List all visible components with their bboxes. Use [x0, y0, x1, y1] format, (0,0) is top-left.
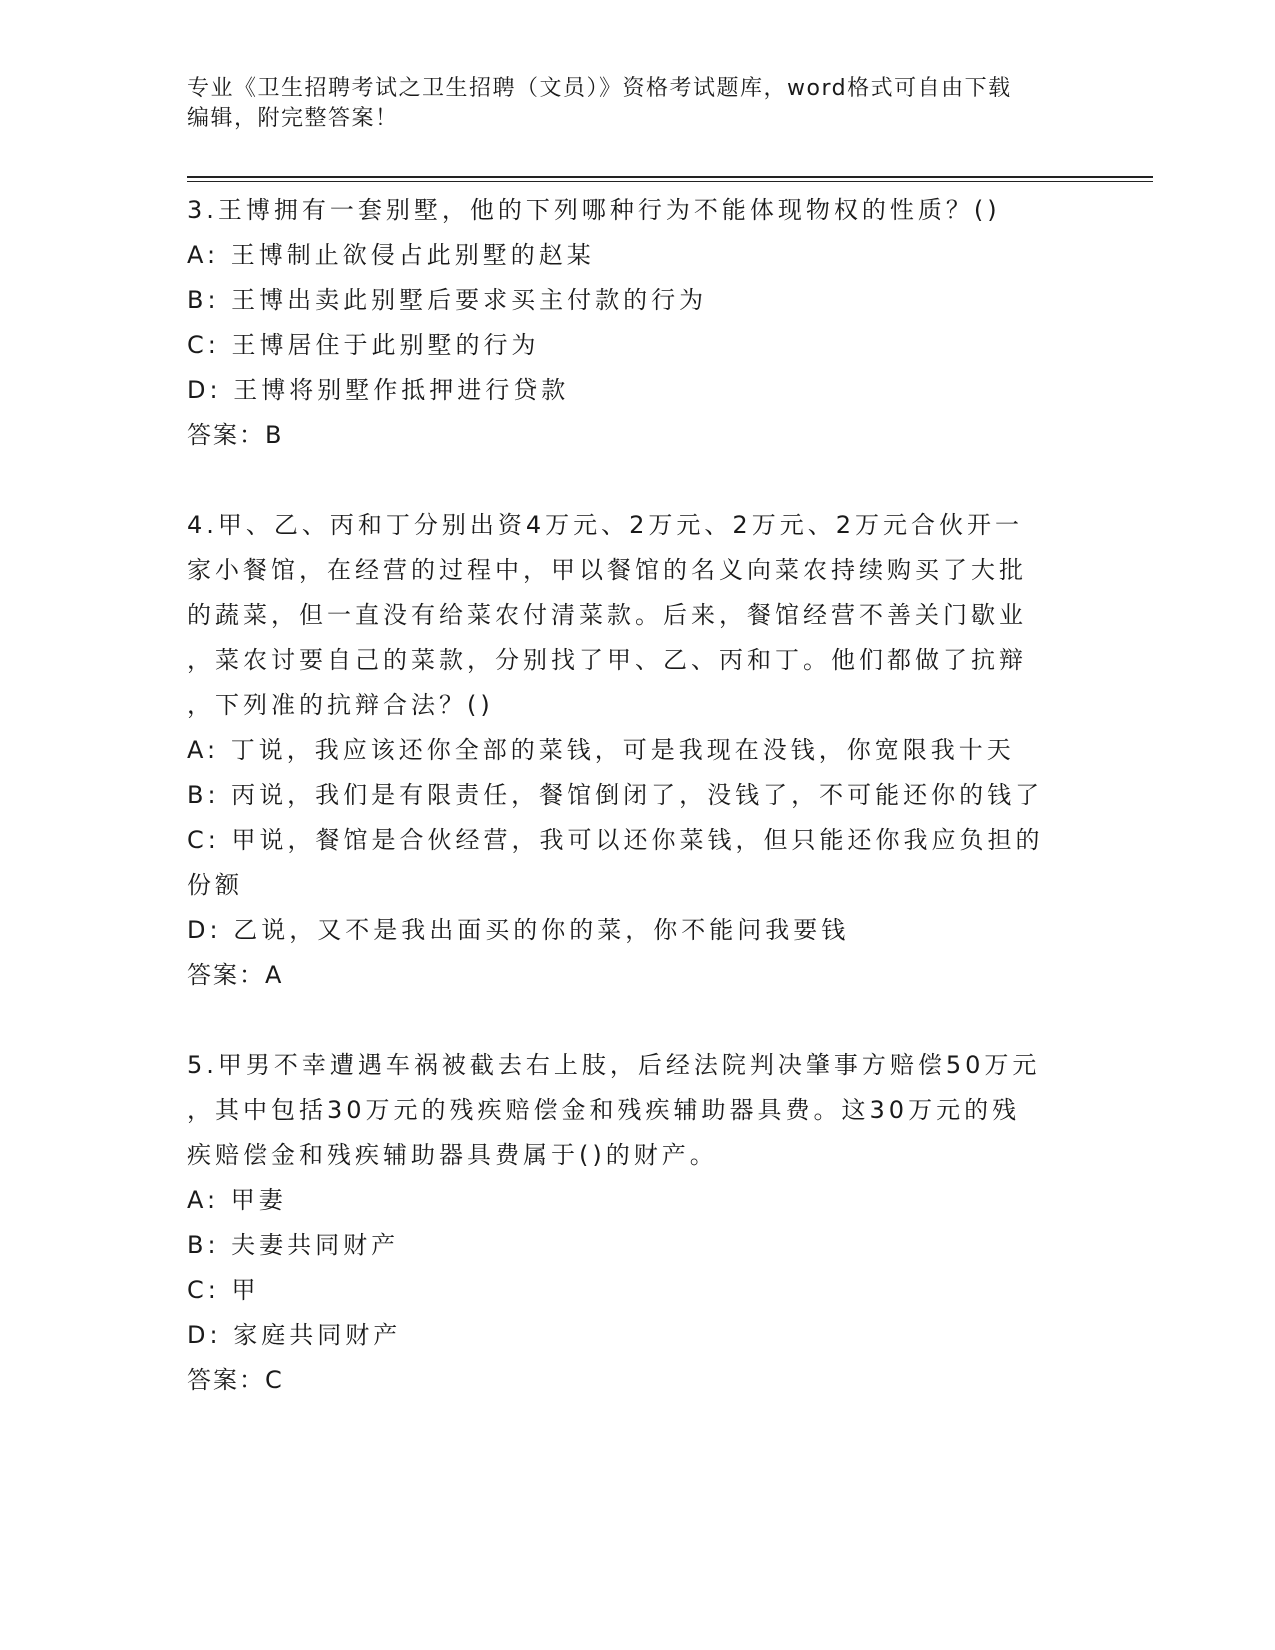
question-stem-line: 疾赔偿金和残疾辅助器具费属于()的财产。 — [187, 1141, 718, 1169]
header-line-2: 编辑，附完整答案！ — [187, 106, 399, 131]
document-header — [187, 74, 1087, 134]
option-d: D: 王博将别墅作抵押进行贷款 — [187, 376, 570, 404]
option-c: C: 王博居住于此别墅的行为 — [187, 331, 540, 359]
option-d: D: 家庭共同财产 — [187, 1321, 402, 1349]
question-4 — [187, 503, 1087, 998]
question-stem-line: ，菜农讨要自己的菜款，分别找了甲、乙、丙和丁。他们都做了抗辩 — [187, 646, 1027, 674]
question-stem-line: ，下列准的抗辩合法？() — [187, 691, 494, 719]
option-b: B: 丙说，我们是有限责任，餐馆倒闭了，没钱了，不可能还你的钱了 — [187, 781, 1044, 809]
option-a: A: 丁说，我应该还你全部的菜钱，可是我现在没钱，你宽限我十天 — [187, 736, 1015, 764]
header-line-1: 专业《卫生招聘考试之卫生招聘（文员）》资格考试题库，word格式可自由下载 — [187, 76, 1012, 101]
answer-line: 答案：A — [187, 961, 284, 989]
question-stem-line: 5.甲男不幸遭遇车祸被截去右上肢，后经法院判决肇事方赔偿50万元 — [187, 1051, 1041, 1079]
option-c: C: 甲 — [187, 1276, 260, 1304]
option-a: A: 王博制止欲侵占此别墅的赵某 — [187, 241, 595, 269]
header-rule-thin — [187, 181, 1153, 182]
question-list — [187, 188, 1087, 1448]
option-b: B: 王博出卖此别墅后要求买主付款的行为 — [187, 286, 708, 314]
answer-line: 答案：B — [187, 421, 284, 449]
question-stem-line: 3.王博拥有一套别墅，他的下列哪种行为不能体现物权的性质？() — [187, 196, 1001, 224]
header-rule-thick — [187, 176, 1153, 178]
question-stem-line: 的蔬菜，但一直没有给菜农付清菜款。后来，餐馆经营不善关门歇业 — [187, 601, 1027, 629]
question-stem-line: 4.甲、乙、丙和丁分别出资4万元、2万元、2万元、2万元合伙开一 — [187, 511, 1023, 539]
option-a: A: 甲妻 — [187, 1186, 287, 1214]
question-stem-line: 家小餐馆，在经营的过程中，甲以餐馆的名义向菜农持续购买了大批 — [187, 556, 1027, 584]
question-3 — [187, 188, 1087, 458]
option-d: D: 乙说，又不是我出面买的你的菜，你不能问我要钱 — [187, 916, 850, 944]
option-c: C: 甲说，餐馆是合伙经营，我可以还你菜钱，但只能还你我应负担的 — [187, 826, 1044, 854]
option-b: B: 夫妻共同财产 — [187, 1231, 400, 1259]
question-5 — [187, 1043, 1087, 1403]
answer-line: 答案：C — [187, 1366, 284, 1394]
question-stem-line: ，其中包括30万元的残疾赔偿金和残疾辅助器具费。这30万元的残 — [187, 1096, 1021, 1124]
option-c-continued: 份额 — [187, 871, 243, 899]
